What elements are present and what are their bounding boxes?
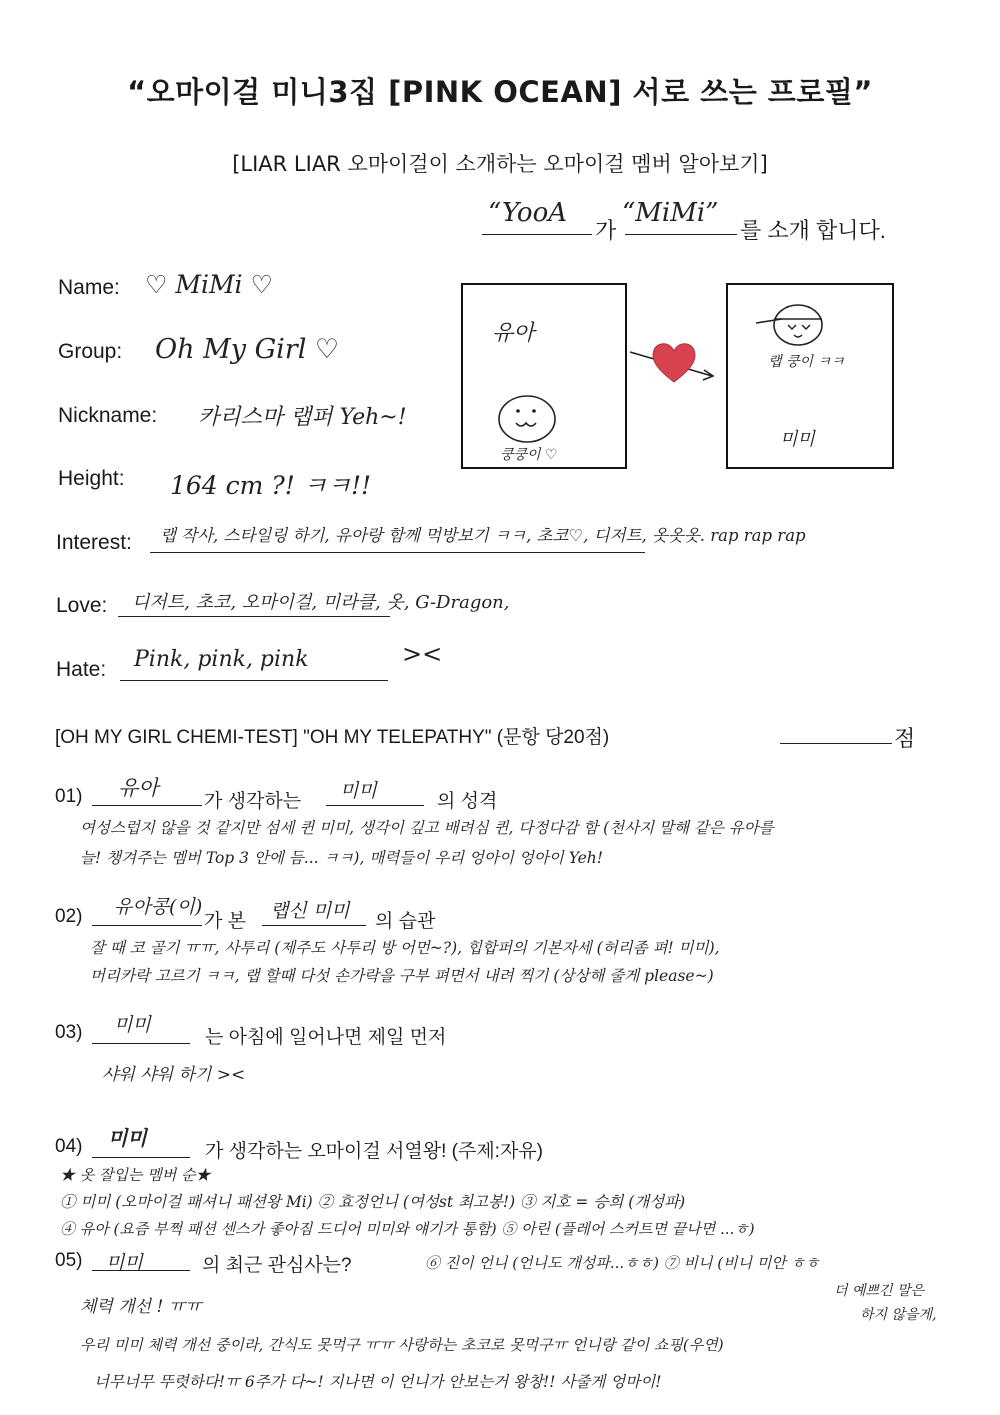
q4-end: 가 생각하는 오마이걸 서열왕! (주제:자유) — [205, 1141, 543, 1162]
q5-side-line1: ⑥ 진이 언니 (언니도 개성파...ㅎㅎ) ⑦ 비니 (비니 미안 ㅎㅎ — [425, 1254, 820, 1272]
q2-answer-line2: 머리카락 고르기 ㅋㅋ, 랩 할때 다섯 손가락을 구부 펴면서 내려 찍기 (상상해 줄게 please~) — [90, 967, 714, 985]
q1-blank1 — [92, 805, 202, 806]
hate-value: Pink, pink, pink — [134, 647, 309, 672]
q2-blank2-value: 랩신 미미 — [270, 900, 350, 922]
q5-blank1-value: 미미 — [106, 1252, 143, 1274]
q1-blank2 — [326, 805, 424, 806]
subject-name: “MiMi” — [622, 198, 719, 228]
group-value: Oh My Girl ♡ — [155, 334, 340, 365]
subject-blank — [625, 234, 737, 235]
q2-number: 02) — [55, 906, 83, 927]
hate-extra: >< — [402, 640, 443, 668]
test-header: [OH MY GIRL CHEMI-TEST] "OH MY TELEPATHY" (문항 당20점) — [55, 727, 610, 748]
q3-blank1 — [92, 1043, 190, 1044]
score-blank — [780, 743, 892, 744]
document-subtitle: [LIAR LIAR 오마이걸이 소개하는 오마이걸 멤버 알아보기] — [232, 152, 768, 176]
q2-mid: 가 본 — [204, 911, 246, 932]
hate-underline — [120, 680, 388, 681]
right-drawing-caption: 랩 쿵이 ㅋㅋ — [768, 354, 845, 370]
q2-blank1-value: 유아콩(이) — [114, 896, 203, 918]
q3-end: 는 아침에 일어나면 제일 먼저 — [205, 1027, 447, 1048]
writer-name: “YooA — [488, 198, 568, 228]
nickname-label: Nickname: — [58, 404, 158, 427]
interest-value: 랩 작사, 스타일링 하기, 유아랑 함께 먹방보기 ㅋㅋ, 초코♡, 디저트, 옷옷옷. rap rap rap — [160, 526, 806, 545]
interest-underline — [150, 552, 645, 553]
q2-blank1 — [92, 925, 202, 926]
left-drawing-label: 유아 — [492, 321, 535, 346]
q4-blank1-value: 미미 — [108, 1126, 147, 1150]
q1-blank2-value: 미미 — [340, 780, 377, 802]
smiley-face-icon — [496, 393, 558, 445]
q1-mid: 가 생각하는 — [204, 791, 302, 812]
height-label: Height: — [58, 467, 125, 490]
score-suffix: 점 — [894, 726, 916, 751]
q2-blank2 — [262, 925, 366, 926]
q4-answer-heading: ★ 옷 잘입는 멤버 순★ — [60, 1166, 211, 1184]
document-title: “오마이걸 미니3집 [PINK OCEAN] 서로 쓰는 프로필” — [127, 75, 873, 109]
love-underline — [118, 616, 390, 617]
love-value: 디저트, 초코, 오마이걸, 미라클, 옷, G-Dragon, — [132, 592, 510, 613]
intro-ga: 가 — [595, 218, 617, 243]
q4-answer-line1: ① 미미 (오마이걸 패셔니 패션왕 Mi) ② 효정언니 (여성st 최고봉!) ③ 지호 = 승희 (개성파) — [60, 1193, 686, 1211]
q1-blank1-value: 유아 — [118, 776, 159, 800]
q1-answer-line2: 늘! 챙겨주는 멤버 Top 3 안에 듬... ㅋㅋ), 매력들이 우리 엉아이 엉아이 Yeh! — [80, 849, 603, 867]
q4-answer-line2: ④ 유아 (요즘 부쩍 패션 센스가 좋아짐 드디어 미미와 얘기가 통함) ⑤ 아린 (플레어 스커트면 끝나면 ...ㅎ) — [60, 1220, 755, 1238]
q5-blank1 — [92, 1270, 190, 1271]
group-label: Group: — [58, 340, 123, 363]
q4-blank1 — [92, 1157, 190, 1158]
arrow-with-heart-icon — [628, 336, 724, 388]
name-label: Name: — [58, 276, 120, 299]
left-drawing-caption: 쿵쿵이 ♡ — [500, 447, 558, 463]
q1-number: 01) — [55, 786, 83, 807]
q1-end: 의 성격 — [437, 791, 498, 812]
q1-answer-line1: 여성스럽지 않을 것 같지만 섬세 퀸 미미, 생각이 깊고 배려심 퀸, 다정다감 함 (천사지 말해 같은 유아를 — [80, 819, 774, 837]
interest-label: Interest: — [56, 531, 132, 554]
name-value: ♡ MiMi ♡ — [145, 270, 273, 299]
cap-face-icon — [752, 297, 832, 347]
q5-number: 05) — [55, 1250, 83, 1271]
hate-label: Hate: — [56, 658, 107, 681]
q5-answer-line2: 우리 미미 체력 개선 중이라, 간식도 못먹구 ㅠㅠ 사랑하는 초코로 못먹구ㅠ 언니랑 같이 쇼핑(우연) — [80, 1336, 724, 1354]
q5-answer-line1: 체력 개선 ! ㅠㅠ — [80, 1297, 202, 1317]
writer-blank — [482, 234, 592, 235]
q4-number: 04) — [55, 1136, 83, 1157]
q5-answer-line3: 너무너무 뚜렷하다!ㅠ 6주가 다~! 지나면 이 언니가 안보는거 왕창!! 사줄게 엉마이! — [94, 1373, 662, 1391]
q3-number: 03) — [55, 1022, 83, 1043]
intro-suffix: 를 소개 합니다. — [740, 218, 886, 243]
q5-side-line3: 하지 않을게, — [860, 1307, 937, 1323]
height-value: 164 cm ?! ㅋㅋ!! — [170, 471, 372, 500]
nickname-value: 카리스마 랩퍼 Yeh~! — [198, 405, 407, 430]
love-label: Love: — [56, 594, 108, 617]
q3-blank1-value: 미미 — [114, 1014, 151, 1036]
q5-end: 의 최근 관심사는? — [202, 1255, 352, 1276]
q2-end: 의 습관 — [375, 911, 436, 932]
q3-answer-line1: 샤워 샤워 하기 >< — [102, 1065, 246, 1085]
right-drawing-label: 미미 — [780, 429, 815, 450]
q5-side-line2: 더 예쁘긴 말은 — [834, 1283, 925, 1299]
q2-answer-line1: 잘 때 코 골기 ㅠㅠ, 사투리 (제주도 사투리 방 어먼~?), 힙합퍼의 기본자세 (허리좀 펴! 미미), — [90, 939, 720, 957]
